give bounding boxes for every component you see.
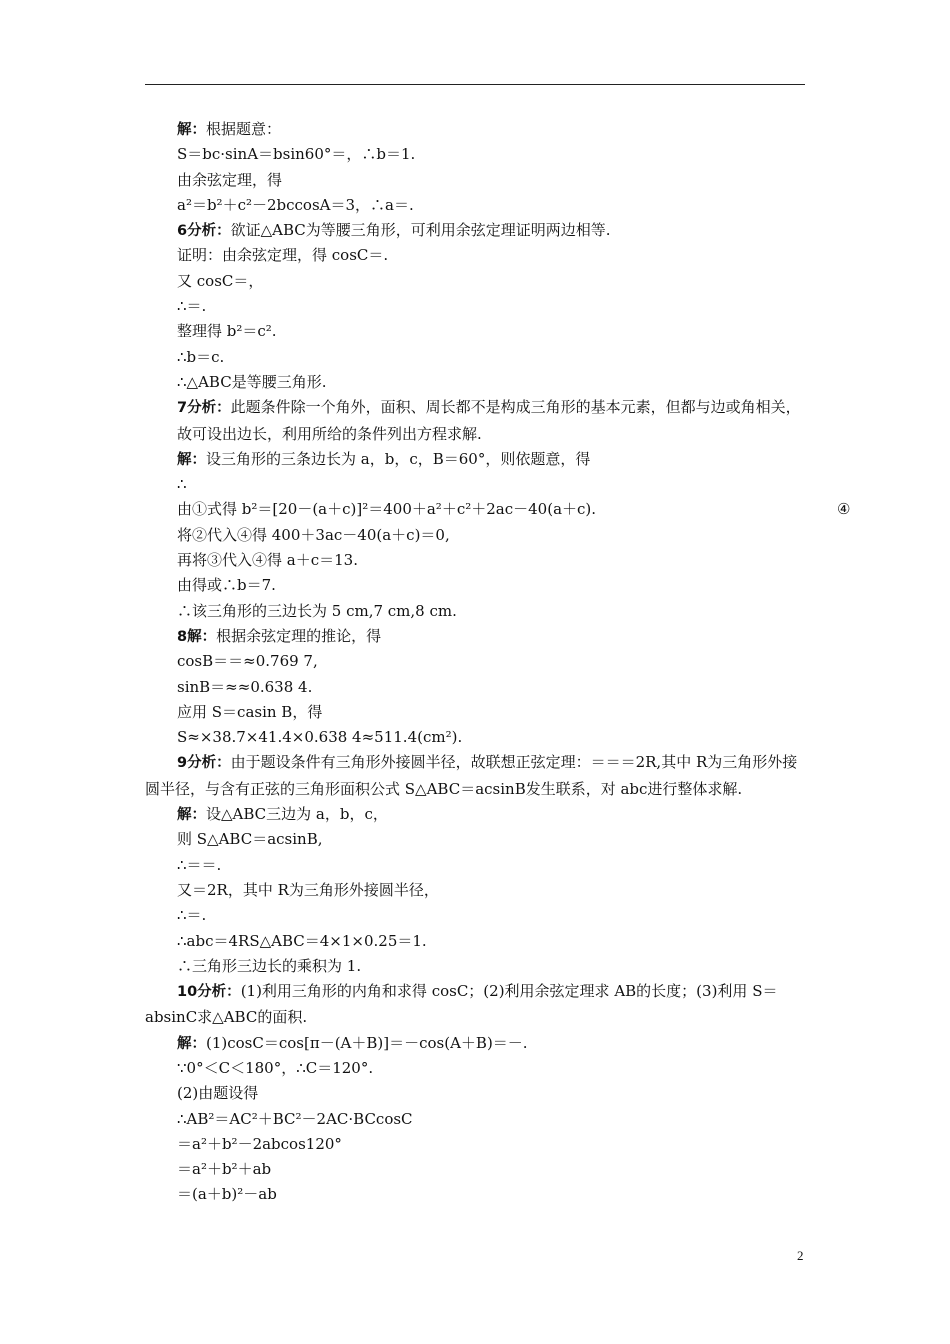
text-line: ∴△ABC是等腰三角形. [177,372,327,391]
problem-7-analysis: 7分析：此题条件除一个角外，面积、周长都不是构成三角形的基本元素，但都与边或角相关，故可设出边长，利用所给的条件列出方程求解. [177,398,801,443]
problem-10-analysis: 10分析：(1)利用三角形的内角和求得 cosC；(2)利用余弦定理求 AB的长度；(3)利用 S＝absinC求△ABC的面积. [145,982,778,1027]
text-line: ∴＝＝. [177,855,222,874]
equation-mark: ④ [837,500,851,519]
text-line: ∴AB²＝AC²＋BC²－2AC·BCcosC [177,1109,413,1128]
text-line: ＝a²＋b²＋ab [177,1160,272,1179]
text-line: ＝(a＋b)²－ab [177,1185,277,1204]
text-line: a²＝b²＋c²－2bccosA＝3，∴a＝. [177,195,414,214]
text-line: ∴该三角形的三边长为 5 cm,7 cm,8 cm. [177,601,457,620]
text-line: 整理得 b²＝c². [177,322,277,341]
header-rule [145,84,805,85]
text-line: ＝a²＋b²－2abcos120° [177,1134,342,1153]
text-line: ∵0°＜C＜180°，∴C＝120°. [177,1058,374,1077]
problem-6-analysis: 6分析：欲证△ABC为等腰三角形，可利用余弦定理证明两边相等. [177,221,611,240]
text-line: 又 cosC＝， [177,271,264,290]
text-line: ∴ [177,475,187,494]
text-line: 由得或∴b＝7. [177,576,276,595]
text-line: 解：设△ABC三边为 a，b，c， [177,805,388,824]
text-line: S＝bc·sinA＝bsin60°＝，∴b＝1. [177,145,416,164]
document-body [145,117,851,1208]
text-line: cosB＝＝≈0.769 7, [177,652,318,671]
text-line: S≈×38.7×41.4×0.638 4≈511.4(cm²). [177,728,463,747]
text-line: 解：(1)cosC＝cos[π－(A＋B)]＝－cos(A＋B)＝－. [177,1033,528,1052]
text-line: ∴三角形三边长的乘积为 1. [177,956,362,975]
text-line: 将②代入④得 400＋3ac－40(a＋c)＝0, [177,525,450,544]
text-line: 又＝2R，其中 R为三角形外接圆半径， [177,880,439,899]
text-line: 再将③代入④得 a＋c＝13. [177,551,358,570]
text-line: 证明：由余弦定理，得 cosC＝. [177,246,389,265]
text-line: ∴＝. [177,297,207,316]
problem-9-analysis: 9分析：由于题设条件有三角形外接圆半径，故联想正弦定理：＝＝＝2R,其中 R为三角形外接圆半径，与含有正弦的三角形面积公式 S△ABC＝acsinB发生联系，对 abc进行整体求解. [145,753,798,798]
text-line: ∴b＝c. [177,347,225,366]
text-line: sinB＝≈≈0.638 4. [177,677,313,696]
text-line: 由①式得 b²＝[20－(a＋c)]²＝400＋a²＋c²＋2ac－40(a＋c). ④ [145,497,810,522]
text-line: 则 S△ABC＝acsinB, [177,830,323,849]
text-line: 解：设三角形的三条边长为 a，b，c，B＝60°，则依题意，得 [177,449,591,468]
text-line: ∴abc＝4RS△ABC＝4×1×0.25＝1. [177,931,427,950]
text-line: (2)由题设得 [177,1084,259,1103]
text-line: 由余弦定理，得 [177,170,283,189]
text-line: 解：根据题意： [177,120,282,138]
text-line: ∴＝. [177,906,207,925]
text-line: 应用 S＝casin B，得 [177,702,323,721]
problem-8-solution: 8解：根据余弦定理的推论，得 [177,626,382,645]
page-number: 2 [797,1248,804,1263]
